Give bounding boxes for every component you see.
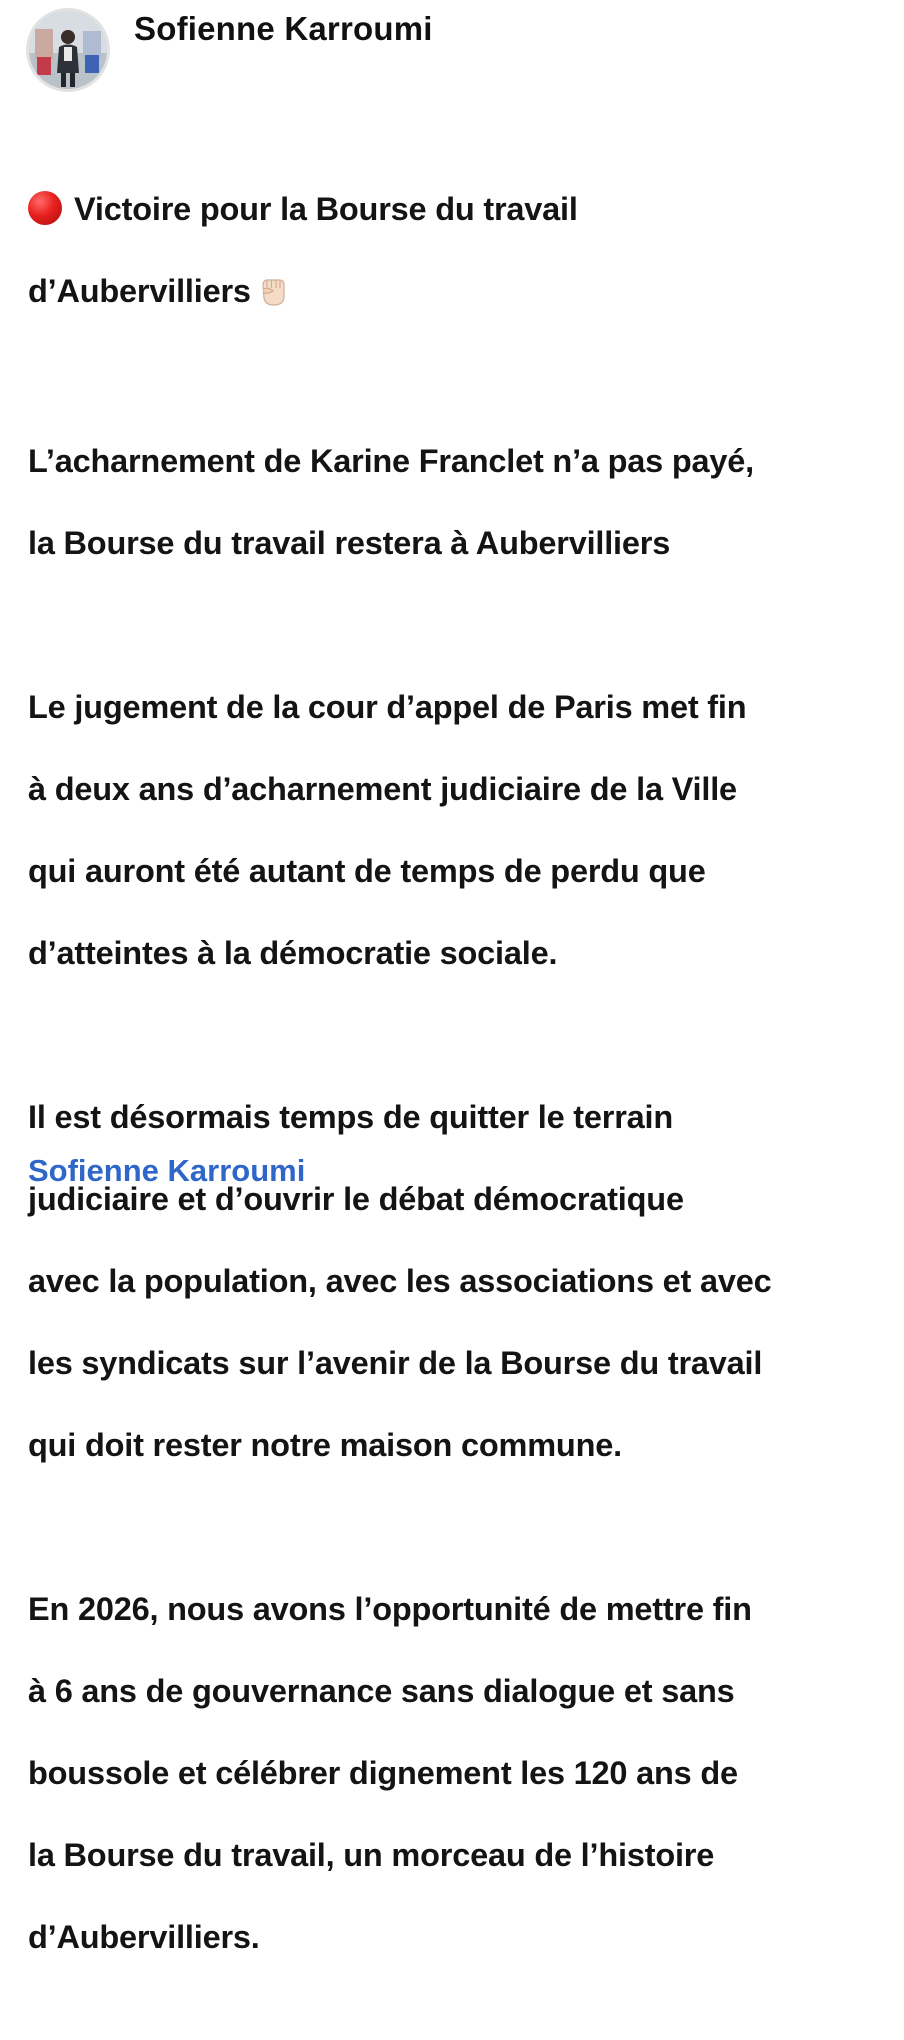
text-line: d’Aubervilliers. [28,1919,260,1955]
text-line: Le jugement de la cour d’appel de Paris met fin [28,689,747,725]
title-text-1: Victoire pour la Bourse du travail [74,191,578,227]
text-line: les syndicats sur l’avenir de la Bourse du travail [28,1345,763,1381]
avatar-photo-icon [29,11,107,89]
post-paragraph [28,1056,888,1507]
text-line: avec la population, avec les associations et avec [28,1263,772,1299]
title-text-2: d’Aubervilliers [28,273,251,309]
text-line: judiciaire et d’ouvrir le débat démocratique [28,1181,684,1217]
text-line: à deux ans d’acharnement judiciaire de la Ville [28,771,737,807]
red-circle-icon [28,191,62,225]
text-line: à 6 ans de gouvernance sans dialogue et sans [28,1673,735,1709]
post-paragraph [28,400,888,605]
text-line: boussole et célébrer dignement les 120 ans de [28,1755,738,1791]
text-line: la Bourse du travail, un morceau de l’histoire [28,1837,715,1873]
author-name[interactable]: Sofienne Karroumi [134,10,433,47]
post-title [28,148,888,359]
avatar[interactable] [26,8,110,92]
signature-link[interactable]: Sofienne Karroumi [28,1153,306,1188]
post-paragraph [28,1548,888,1999]
text-line: d’atteintes à la démocratie sociale. [28,935,558,971]
post-body [28,148,888,2040]
text-line: Il est désormais temps de quitter le terrain [28,1099,674,1135]
post-paragraph [28,646,888,1015]
text-line: L’acharnement de Karine Franclet n’a pas payé, [28,443,754,479]
text-line: la Bourse du travail restera à Aubervilliers [28,525,671,561]
title-line [28,189,888,230]
text-line: qui auront été autant de temps de perdu que [28,853,706,889]
title-line [28,271,888,318]
raised-fist-icon [257,274,289,318]
post-header [26,8,433,92]
text-line: En 2026, nous avons l’opportunité de mettre fin [28,1591,752,1627]
text-line: qui doit rester notre maison commune. [28,1427,622,1463]
